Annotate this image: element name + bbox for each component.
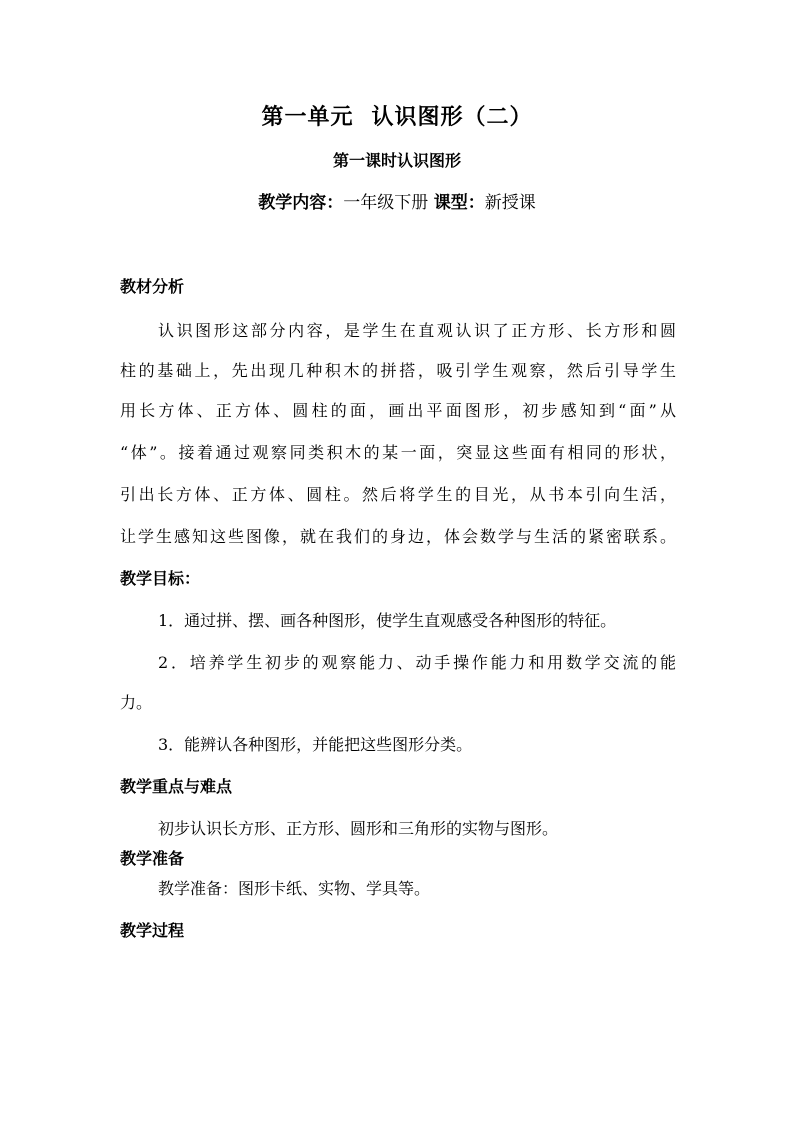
analysis-line: 柱的基础上，先出现几种积木的拼搭，吸引学生观察，然后引导学生 <box>120 361 676 380</box>
unit-name: 认识图形（二） <box>371 104 533 130</box>
goals-heading: 教学目标： <box>120 569 201 588</box>
keypoints-heading: 教学重点与难点 <box>120 777 233 796</box>
goal-item: 1．通过拼、摆、画各种图形，使学生直观感受各种图形的特征。 <box>158 611 617 630</box>
analysis-line: 引出长方体、正方体、圆柱。然后将学生的目光，从书本引向生活， <box>120 485 676 504</box>
page-title <box>0 100 794 131</box>
analysis-line: “体”。接着通过观察同类积木的某一面，突显这些面有相同的形状， <box>120 443 676 462</box>
analysis-line: 让学生感知这些图像，就在我们的身边，体会数学与生活的紧密联系。 <box>120 527 676 546</box>
analysis-line: 认识图形这部分内容，是学生在直观认识了正方形、长方形和圆 <box>158 321 676 340</box>
preparation-text: 教学准备：图形卡纸、实物、学具等。 <box>158 879 431 898</box>
unit-label: 第一单元 <box>261 104 354 130</box>
content-value: 一年级下册 <box>343 193 429 213</box>
type-value: 新授课 <box>484 193 536 213</box>
goal-item: 2．培养学生初步的观察能力、动手操作能力和用数学交流的能 <box>158 653 676 672</box>
keypoints-text: 初步认识长方形、正方形、圆形和三角形的实物与图形。 <box>158 819 559 838</box>
analysis-line: 用长方体、正方体、圆柱的面，画出平面图形，初步感知到“面”从 <box>120 401 676 420</box>
lesson-info <box>0 188 794 213</box>
process-heading: 教学过程 <box>120 921 185 940</box>
preparation-heading: 教学准备 <box>120 849 185 868</box>
type-label: 课型： <box>433 193 485 213</box>
lesson-title: 第一课时认识图形 <box>332 151 461 170</box>
content-label: 教学内容： <box>258 193 344 213</box>
goal-item-continued: 力。 <box>120 693 153 712</box>
analysis-heading: 教材分析 <box>120 277 185 296</box>
goal-item: 3．能辨认各种图形，并能把这些图形分类。 <box>158 735 473 754</box>
